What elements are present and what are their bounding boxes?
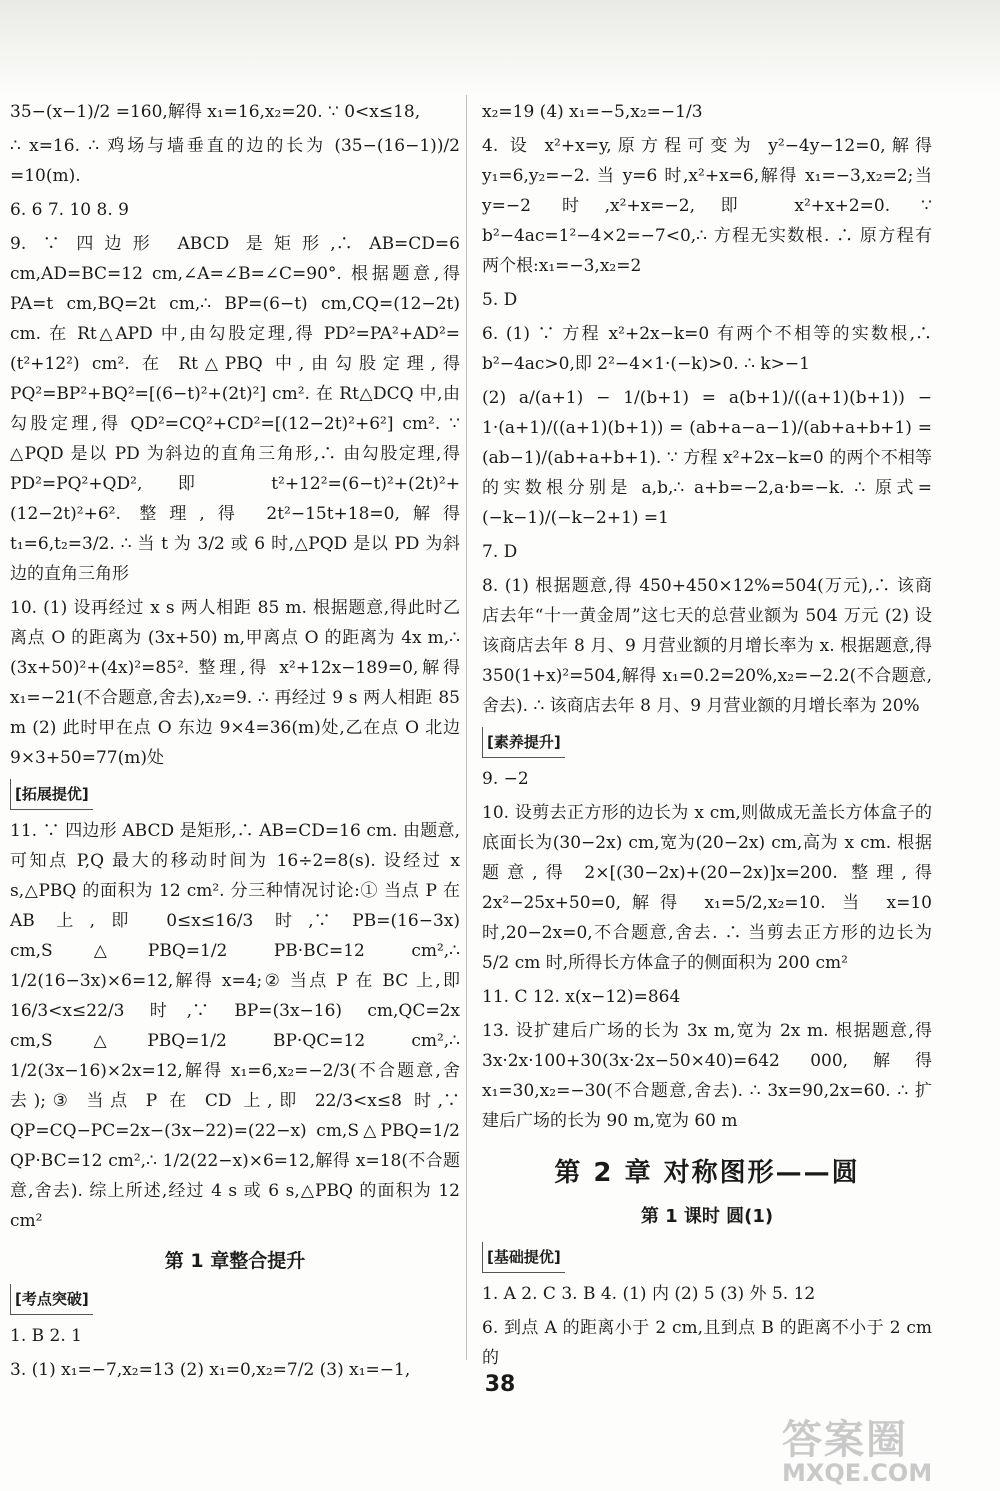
section-tag-label: [基础提优]: [482, 1242, 565, 1273]
answer-paragraph: 13. 设扩建后广场的长为 3x m,宽为 2x m. 根据题意,得 3x·2x·100+30(3x·2x−50×40)=642 000,解得 x₁=30,x₂=−30(不合题意,舍去). ∴ 3x=90,2x=60. ∴ 扩建后广场的长为 90 m,宽为 60 m: [482, 1021, 932, 1131]
section-tag: [482, 725, 932, 760]
answer-paragraph: 7. D: [482, 542, 518, 562]
section-tag: [10, 1282, 460, 1317]
answer-paragraph: 6. 6 7. 10 8. 9: [10, 200, 129, 220]
watermark-logo: [782, 1408, 982, 1486]
right-column: [482, 97, 932, 1377]
section-tag-label: [拓展提优]: [10, 779, 93, 810]
chapter-heading: 第 2 章 对称图形——圆: [554, 1158, 860, 1188]
answer-paragraph: 10. 设剪去正方形的边长为 x cm,则做成无盖长方体盒子的底面长为(30−2x) cm,宽为(20−2x) cm,高为 x cm. 根据题意,得 2×[(30−2x)+(20−2x)]x=200. 整理,得 2x²−25x+50=0,解得 x₁=5/2,x₂=10. 当 x=10 时,20−2x=0,不合题意,舍去. ∴ 当剪去正方形的边长为 5/2 cm 时,所得长方体盒子的侧面积为 200 cm²: [482, 803, 932, 973]
answer-paragraph: 3. (1) x₁=−7,x₂=13 (2) x₁=0,x₂=7/2 (3) x₁=−1,: [10, 1360, 411, 1380]
watermark-url: MXQE.COM: [782, 1459, 933, 1487]
answer-paragraph: 10. (1) 设再经过 x s 两人相距 85 m. 根据题意,得此时乙离点 O 的距离为 (3x+50) m,甲离点 O 的距离为 4x m,∴ (3x+50)²+(4x)²=85². 整理,得 x²+12x−189=0,解得 x₁=−21(不合题意,舍去),x₂=9. ∴ 再经过 9 s 两人相距 85 m (2) 此时甲在点 O 东边 9×4=36(m)处,乙在点 O 北边 9×3+50=77(m)处: [10, 598, 460, 768]
answer-paragraph: x₂=19 (4) x₁=−5,x₂=−1/3: [482, 102, 703, 122]
watermark-title: 答案圈: [782, 1417, 908, 1463]
column-divider: [466, 95, 467, 1360]
answer-paragraph: 5. D: [482, 290, 518, 310]
answer-paragraph: 9. ∵ 四边形 ABCD 是矩形,∴ AB=CD=6 cm,AD=BC=12 cm,∠A=∠B=∠C=90°. 根据题意,得 PA=t cm,BQ=2t cm,∴ BP=(6−t) cm,CQ=(12−2t) cm. 在 Rt△APD 中,由勾股定理,得 PD²=PA²+AD²=(t²+12²) cm². 在 Rt△PBQ 中,由勾股定理,得 PQ²=BP²+BQ²=[(6−t)²+(2t)²] cm². 在 Rt△DCQ 中,由勾股定理,得 QD²=CQ²+CD²=[(12−2t)²+6²] cm². ∵ △PQD 是以 PD 为斜边的直角三角形,∴ 由勾股定理,得 PD²=PQ²+QD²,即 t²+12²=(6−t)²+(2t)²+(12−2t)²+6². 整理,得 2t²−15t+18=0,解得 t₁=6,t₂=3/2. ∴ 当 t 为 3/2 或 6 时,△PQD 是以 PD 为斜边的直角三角形: [10, 234, 460, 584]
answer-paragraph: 6. (1) ∵ 方程 x²+2x−k=0 有两个不相等的实数根,∴ b²−4ac>0,即 2²−4×1·(−k)>0. ∴ k>−1: [482, 324, 932, 374]
answer-paragraph: (2) a/(a+1) − 1/(b+1) = a(b+1)/((a+1)(b+1)) − 1·(a+1)/((a+1)(b+1)) = (ab+a−a−1)/(ab+a+b+1) = (ab−1)/(ab+a+b+1). ∵ 方程 x²+2x−k=0 的两个不相等的实数根分别是 a,b,∴ a+b=−2,a·b=−k. ∴ 原式= (−k−1)/(−k−2+1) =1: [482, 388, 932, 528]
answer-paragraph: 35−(x−1)/2 =160,解得 x₁=16,x₂=20. ∵ 0<x≤18,: [10, 102, 421, 122]
section-tag-label: [素养提升]: [482, 727, 565, 758]
section-heading: 第 1 章整合提升: [164, 1250, 306, 1272]
section-tag: [482, 1240, 932, 1275]
page-top-shadow: [0, 0, 1000, 95]
section-tag-label: [考点突破]: [10, 1284, 93, 1315]
answer-paragraph: 8. (1) 根据题意,得 450+450×12%=504(万元),∴ 该商店去年“十一黄金周”这七天的总营业额为 504 万元 (2) 设该商店去年 8 月、9 月营业额的月增长率为 x. 根据题意,得 350(1+x)²=504,解得 x₁=0.2=20%,x₂=−2.2(不合题意,舍去). ∴ 该商店去年 8 月、9 月营业额的月增长率为 20%: [482, 576, 932, 716]
section-tag: [10, 777, 460, 812]
answer-paragraph: 9. −2: [482, 769, 529, 789]
answer-paragraph: 11. C 12. x(x−12)=864: [482, 987, 681, 1007]
answer-paragraph: 6. 到点 A 的距离小于 2 cm,且到点 B 的距离不小于 2 cm 的: [482, 1318, 932, 1368]
answer-paragraph: 1. A 2. C 3. B 4. (1) 内 (2) 5 (3) 外 5. 12: [482, 1284, 816, 1304]
answer-paragraph: 1. B 2. 1: [10, 1326, 82, 1346]
left-column: [10, 97, 460, 1389]
lesson-heading: 第 1 课时 圆(1): [640, 1206, 774, 1227]
answer-paragraph: 4. 设 x²+x=y,原方程可变为 y²−4y−12=0,解得 y₁=6,y₂=−2. 当 y=6 时,x²+x=6,解得 x₁=−3,x₂=2;当 y=−2 时,x²+x=−2,即 x²+x+2=0. ∵ b²−4ac=1²−4×2=−7<0,∴ 方程无实数根. ∴ 原方程有两个根:x₁=−3,x₂=2: [482, 136, 932, 276]
answer-paragraph: 11. ∵ 四边形 ABCD 是矩形,∴ AB=CD=16 cm. 由题意,可知点 P,Q 最大的移动时间为 16÷2=8(s). 设经过 x s,△PBQ 的面积为 12 cm². 分三种情况讨论:① 当点 P 在 AB 上,即 0≤x≤16/3 时,∵ PB=(16−3x) cm,S△PBQ=1/2 PB·BC=12 cm²,∴ 1/2(16−3x)×6=12,解得 x=4;② 当点 P 在 BC 上,即 16/3<x≤22/3 时,∵ BP=(3x−16) cm,QC=2x cm,S△PBQ=1/2 BP·QC=12 cm²,∴ 1/2(3x−16)×2x=12,解得 x₁=6,x₂=−2/3(不合题意,舍去);③ 当点 P 在 CD 上,即 22/3<x≤8 时,∵ QP=CQ−PC=2x−(3x−22)=(22−x) cm,S△PBQ=1/2 QP·BC=12 cm²,∴ 1/2(22−x)×6=12,解得 x=18(不合题意,舍去). 综上所述,经过 4 s 或 6 s,△PBQ 的面积为 12 cm²: [10, 821, 460, 1231]
answer-paragraph: ∴ x=16. ∴ 鸡场与墙垂直的边的长为 (35−(16−1))/2 =10(m).: [10, 136, 460, 186]
page-number: 38: [484, 1372, 516, 1397]
